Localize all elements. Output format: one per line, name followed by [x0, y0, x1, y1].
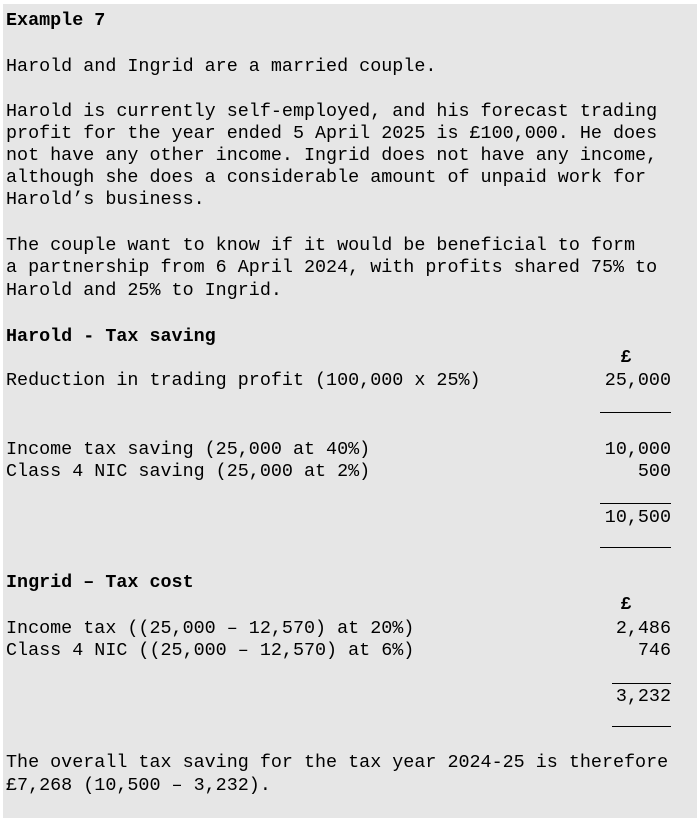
intro-line: Harold and Ingrid are a married couple. — [6, 56, 437, 77]
para1-line-1: Harold is currently self-employed, and his forecast trading — [6, 101, 658, 122]
harold-row-3-label: Class 4 NIC saving (25,000 at 2%) — [6, 461, 371, 482]
document-page — [3, 4, 697, 818]
harold-rule-1 — [600, 412, 671, 413]
harold-row-1-label: Reduction in trading profit (100,000 x 25%) — [6, 370, 481, 391]
conclusion-line-1: The overall tax saving for the tax year 2024-25 is therefore — [6, 752, 669, 773]
ingrid-rule-2 — [612, 726, 671, 727]
harold-row-3-amount: 500 — [637, 461, 671, 482]
para2-line-3: Harold and 25% to Ingrid. — [6, 280, 282, 301]
para1-line-4: although she does a considerable amount of unpaid work for — [6, 167, 647, 188]
ingrid-row-1-amount: 2,486 — [615, 618, 671, 639]
ingrid-currency-header: £ — [620, 594, 632, 615]
para2-line-1: The couple want to know if it would be beneficial to form — [6, 235, 636, 256]
para2-line-2: a partnership from 6 April 2024, with profits shared 75% to — [6, 257, 658, 278]
harold-row-2-label: Income tax saving (25,000 at 40%) — [6, 439, 371, 460]
example-heading: Example 7 — [6, 10, 106, 31]
ingrid-total: 3,232 — [615, 686, 671, 707]
ingrid-row-2-amount: 746 — [637, 640, 671, 661]
ingrid-rule-1 — [612, 683, 671, 684]
harold-total: 10,500 — [604, 507, 671, 528]
ingrid-row-2-label: Class 4 NIC ((25,000 – 12,570) at 6%) — [6, 640, 415, 661]
harold-rule-3 — [600, 547, 671, 548]
harold-section-title: Harold - Tax saving — [6, 326, 216, 347]
harold-row-1-amount: 25,000 — [604, 370, 671, 391]
ingrid-row-1-label: Income tax ((25,000 – 12,570) at 20%) — [6, 618, 415, 639]
para1-line-3: not have any other income. Ingrid does not have any income, — [6, 145, 658, 166]
ingrid-section-title: Ingrid – Tax cost — [6, 572, 194, 593]
para1-line-2: profit for the year ended 5 April 2025 is £100,000. He does — [6, 123, 658, 144]
harold-row-2-amount: 10,000 — [604, 439, 671, 460]
harold-rule-2 — [600, 503, 671, 504]
harold-currency-header: £ — [620, 347, 632, 368]
conclusion-line-2: £7,268 (10,500 – 3,232). — [6, 775, 271, 796]
para1-line-5: Harold’s business. — [6, 189, 205, 210]
